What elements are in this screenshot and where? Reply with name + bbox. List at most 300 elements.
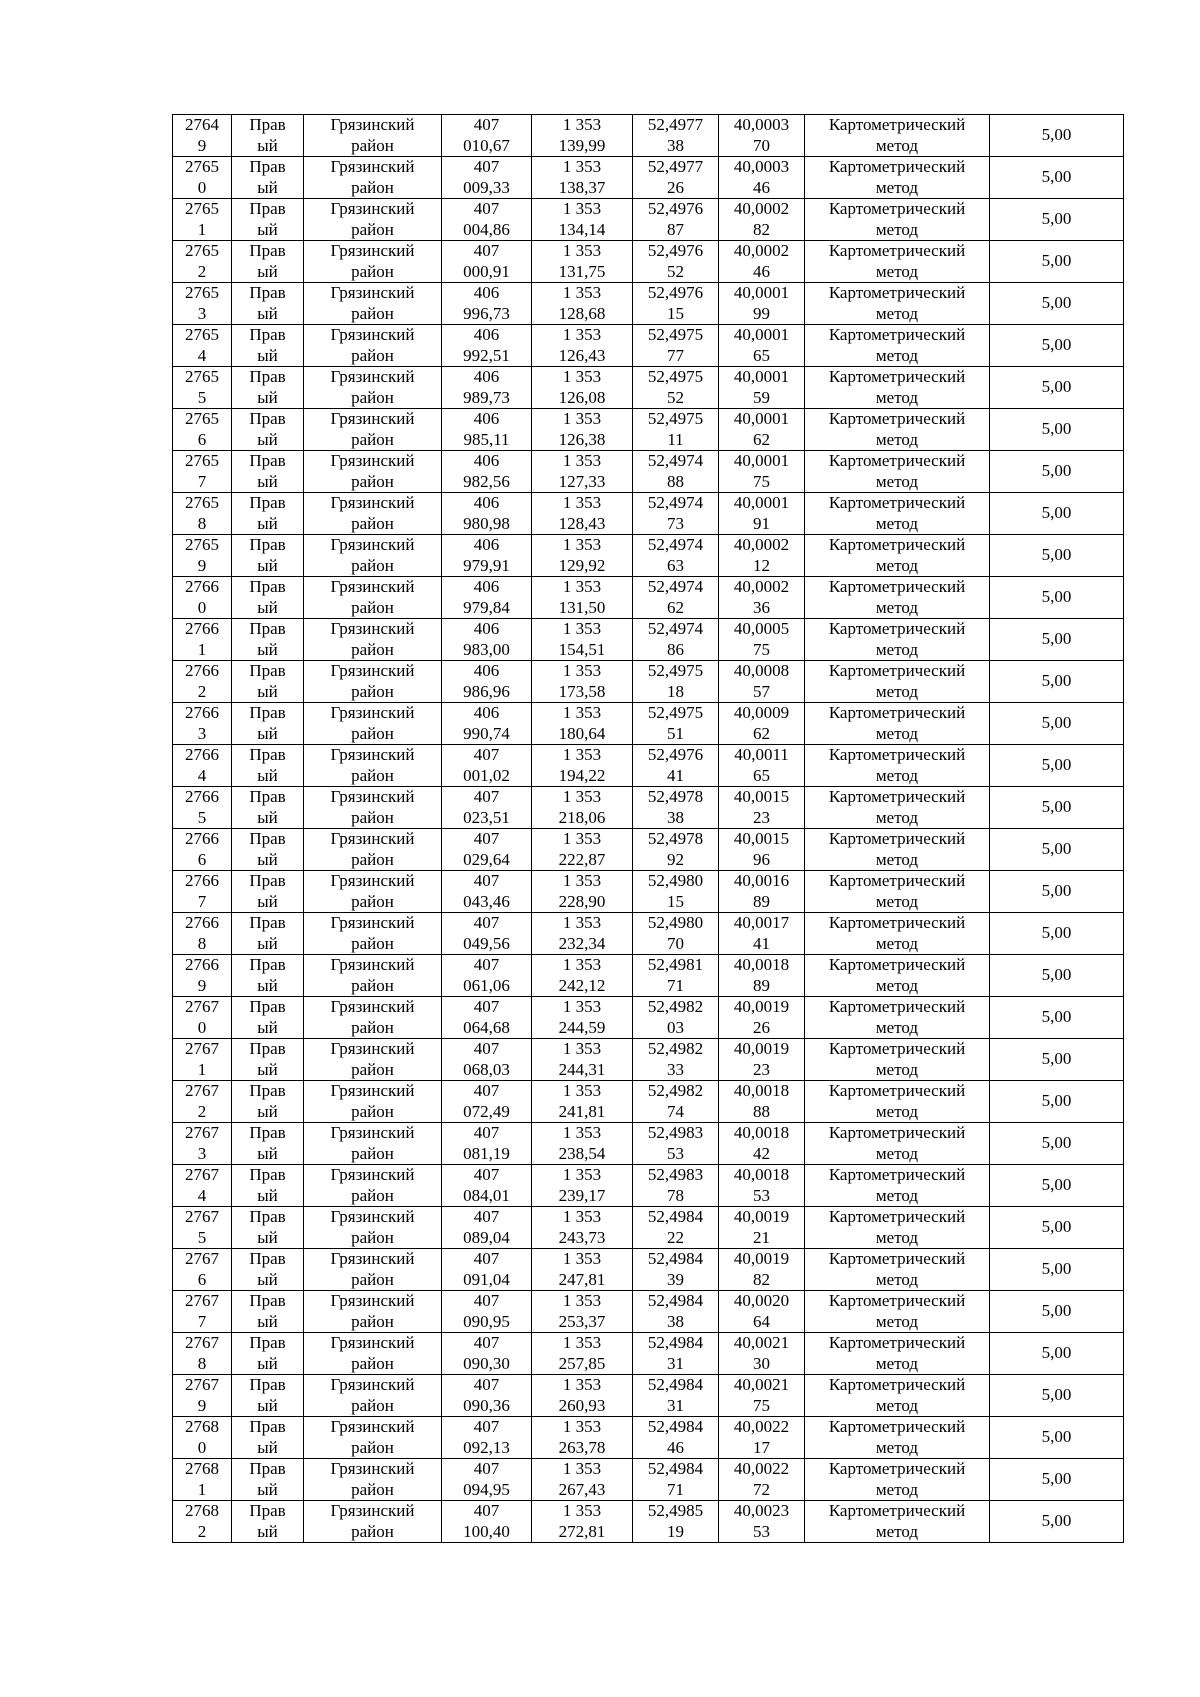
bank-side-cell-line: Прав (249, 1375, 286, 1394)
method-cell-line: метод (875, 429, 919, 449)
latitude-cell-line: 52,4976 (647, 241, 704, 260)
x-coordinate-cell-line: 407 (473, 199, 500, 218)
point-number-cell (173, 1333, 232, 1375)
table-row (173, 1459, 1124, 1501)
bank-side-cell (232, 1333, 304, 1375)
latitude-cell (633, 409, 719, 451)
accuracy-cell: 5,00 (990, 1333, 1124, 1375)
point-number-cell-line: 2767 (185, 1375, 219, 1394)
y-coordinate-cell-line: 1 353 (562, 199, 602, 218)
y-coordinate-cell-line: 126,08 (558, 387, 606, 407)
method-cell-line: метод (875, 345, 919, 365)
y-coordinate-cell-line: 241,81 (558, 1101, 606, 1121)
point-number-cell-line: 2765 (185, 409, 219, 428)
bank-side-cell (232, 451, 304, 493)
longitude-cell-line: 62 (753, 429, 770, 449)
latitude-cell-line: 41 (667, 765, 684, 785)
x-coordinate-cell (442, 661, 532, 703)
y-coordinate-cell-line: 247,81 (558, 1269, 606, 1289)
point-number-cell (173, 493, 232, 535)
point-number-cell (173, 1207, 232, 1249)
accuracy-cell: 5,00 (990, 1081, 1124, 1123)
method-cell-line: метод (875, 1437, 919, 1457)
longitude-cell-line: 40,0018 (733, 955, 790, 974)
longitude-cell (719, 1501, 805, 1543)
point-number-cell (173, 1039, 232, 1081)
longitude-cell-line: 23 (753, 807, 770, 827)
y-coordinate-cell (532, 787, 633, 829)
bank-side-cell-line: ый (257, 849, 278, 869)
district-cell (304, 1291, 442, 1333)
latitude-cell-line: 52,4982 (647, 1081, 704, 1100)
district-cell-line: район (351, 1437, 394, 1457)
method-cell-line: метод (875, 975, 919, 995)
latitude-cell (633, 1123, 719, 1165)
longitude-cell-line: 46 (753, 261, 770, 281)
x-coordinate-cell-line: 407 (473, 115, 500, 134)
district-cell-line: Грязинский (330, 451, 415, 470)
point-number-cell-line: 6 (197, 849, 207, 869)
table-body (173, 115, 1124, 1543)
district-cell (304, 577, 442, 619)
x-coordinate-cell-line: 407 (473, 997, 500, 1016)
point-number-cell-line: 2 (197, 1101, 207, 1121)
point-number-cell-line: 2765 (185, 493, 219, 512)
y-coordinate-cell-line: 1 353 (562, 535, 602, 554)
method-cell (805, 1039, 990, 1081)
method-cell-line: Картометрический (828, 367, 966, 386)
bank-side-cell-line: Прав (249, 577, 286, 596)
longitude-cell-line: 40,0016 (733, 871, 790, 890)
method-cell-line: метод (875, 261, 919, 281)
table-row (173, 409, 1124, 451)
district-cell (304, 955, 442, 997)
point-number-cell-line: 2765 (185, 283, 219, 302)
latitude-cell (633, 157, 719, 199)
bank-side-cell-line: ый (257, 1185, 278, 1205)
accuracy-cell: 5,00 (990, 1123, 1124, 1165)
x-coordinate-cell-line: 407 (473, 787, 500, 806)
longitude-cell-line: 40,0019 (733, 997, 790, 1016)
method-cell (805, 493, 990, 535)
district-cell (304, 745, 442, 787)
longitude-cell-line: 40,0003 (733, 115, 790, 134)
bank-side-cell-line: ый (257, 261, 278, 281)
bank-side-cell (232, 1417, 304, 1459)
method-cell (805, 1375, 990, 1417)
district-cell-line: район (351, 555, 394, 575)
district-cell-line: район (351, 1269, 394, 1289)
latitude-cell-line: 52,4980 (647, 871, 704, 890)
latitude-cell-line: 92 (667, 849, 684, 869)
point-number-cell (173, 199, 232, 241)
longitude-cell-line: 53 (753, 1185, 770, 1205)
point-number-cell-line: 2766 (185, 703, 219, 722)
bank-side-cell-line: ый (257, 345, 278, 365)
latitude-cell-line: 52,4975 (647, 409, 704, 428)
y-coordinate-cell-line: 1 353 (562, 367, 602, 386)
point-number-cell (173, 1249, 232, 1291)
y-coordinate-cell (532, 241, 633, 283)
accuracy-cell: 5,00 (990, 1039, 1124, 1081)
latitude-cell-line: 52,4978 (647, 787, 704, 806)
method-cell (805, 997, 990, 1039)
latitude-cell-line: 15 (667, 303, 684, 323)
latitude-cell-line: 52,4976 (647, 745, 704, 764)
district-cell (304, 1081, 442, 1123)
district-cell-line: Грязинский (330, 535, 415, 554)
table-row (173, 829, 1124, 871)
district-cell-line: район (351, 1479, 394, 1499)
x-coordinate-cell-line: 092,13 (463, 1437, 510, 1457)
bank-side-cell-line: ый (257, 1521, 278, 1541)
method-cell-line: Картометрический (828, 1123, 966, 1142)
accuracy-cell: 5,00 (990, 199, 1124, 241)
method-cell (805, 1417, 990, 1459)
latitude-cell-line: 53 (667, 1143, 684, 1163)
latitude-cell-line: 52,4984 (647, 1333, 704, 1352)
table-row (173, 1207, 1124, 1249)
x-coordinate-cell-line: 000,91 (463, 261, 510, 281)
district-cell-line: Грязинский (330, 199, 415, 218)
bank-side-cell-line: Прав (249, 871, 286, 890)
longitude-cell (719, 1249, 805, 1291)
y-coordinate-cell-line: 1 353 (562, 409, 602, 428)
bank-side-cell-line: Прав (249, 1249, 286, 1268)
x-coordinate-cell-line: 407 (473, 241, 500, 260)
y-coordinate-cell-line: 1 353 (562, 661, 602, 680)
longitude-cell-line: 40,0009 (733, 703, 790, 722)
latitude-cell-line: 74 (667, 1101, 684, 1121)
y-coordinate-cell-line: 239,17 (558, 1185, 606, 1205)
bank-side-cell-line: Прав (249, 325, 286, 344)
district-cell-line: Грязинский (330, 787, 415, 806)
district-cell-line: район (351, 597, 394, 617)
y-coordinate-cell-line: 1 353 (562, 1459, 602, 1478)
bank-side-cell-line: ый (257, 303, 278, 323)
bank-side-cell (232, 115, 304, 157)
x-coordinate-cell (442, 535, 532, 577)
point-number-cell-line: 2765 (185, 367, 219, 386)
latitude-cell-line: 73 (667, 513, 684, 533)
district-cell-line: район (351, 135, 394, 155)
method-cell-line: Картометрический (828, 1459, 966, 1478)
longitude-cell-line: 36 (753, 597, 770, 617)
y-coordinate-cell-line: 257,85 (558, 1353, 606, 1373)
point-number-cell (173, 997, 232, 1039)
bank-side-cell (232, 787, 304, 829)
x-coordinate-cell-line: 004,86 (463, 219, 510, 239)
method-cell-line: метод (875, 891, 919, 911)
y-coordinate-cell-line: 1 353 (562, 1207, 602, 1226)
district-cell-line: Грязинский (330, 871, 415, 890)
longitude-cell-line: 40,0001 (733, 451, 790, 470)
latitude-cell-line: 70 (667, 933, 684, 953)
accuracy-cell: 5,00 (990, 577, 1124, 619)
x-coordinate-cell-line: 407 (473, 1081, 500, 1100)
point-number-cell-line: 8 (197, 513, 207, 533)
x-coordinate-cell (442, 367, 532, 409)
latitude-cell (633, 955, 719, 997)
table-row (173, 1501, 1124, 1543)
district-cell (304, 1249, 442, 1291)
method-cell (805, 1333, 990, 1375)
bank-side-cell-line: ый (257, 723, 278, 743)
accuracy-cell: 5,00 (990, 283, 1124, 325)
method-cell (805, 703, 990, 745)
district-cell-line: район (351, 1185, 394, 1205)
x-coordinate-cell (442, 1039, 532, 1081)
bank-side-cell-line: ый (257, 1353, 278, 1373)
x-coordinate-cell (442, 787, 532, 829)
method-cell (805, 157, 990, 199)
latitude-cell-line: 52,4975 (647, 661, 704, 680)
bank-side-cell-line: ый (257, 1269, 278, 1289)
district-cell (304, 661, 442, 703)
x-coordinate-cell-line: 983,00 (463, 639, 510, 659)
bank-side-cell-line: Прав (249, 829, 286, 848)
latitude-cell (633, 871, 719, 913)
latitude-cell-line: 33 (667, 1059, 684, 1079)
y-coordinate-cell-line: 1 353 (562, 325, 602, 344)
longitude-cell (719, 1417, 805, 1459)
y-coordinate-cell-line: 131,75 (558, 261, 606, 281)
x-coordinate-cell-line: 049,56 (463, 933, 510, 953)
x-coordinate-cell-line: 407 (473, 157, 500, 176)
y-coordinate-cell (532, 325, 633, 367)
y-coordinate-cell (532, 829, 633, 871)
point-number-cell-line: 2768 (185, 1501, 219, 1520)
district-cell-line: Грязинский (330, 115, 415, 134)
table-row (173, 1333, 1124, 1375)
method-cell (805, 325, 990, 367)
method-cell (805, 1123, 990, 1165)
longitude-cell-line: 91 (753, 513, 770, 533)
point-number-cell-line: 0 (197, 597, 207, 617)
latitude-cell (633, 1375, 719, 1417)
point-number-cell (173, 1459, 232, 1501)
district-cell (304, 829, 442, 871)
y-coordinate-cell-line: 127,33 (558, 471, 606, 491)
bank-side-cell (232, 871, 304, 913)
bank-side-cell (232, 1249, 304, 1291)
longitude-cell-line: 72 (753, 1479, 770, 1499)
bank-side-cell-line: Прав (249, 787, 286, 806)
method-cell (805, 367, 990, 409)
y-coordinate-cell-line: 129,92 (558, 555, 606, 575)
x-coordinate-cell (442, 577, 532, 619)
latitude-cell-line: 15 (667, 891, 684, 911)
district-cell-line: район (351, 1227, 394, 1247)
method-cell-line: метод (875, 849, 919, 869)
latitude-cell-line: 52 (667, 261, 684, 281)
point-number-cell (173, 115, 232, 157)
bank-side-cell-line: Прав (249, 1333, 286, 1352)
district-cell-line: Грязинский (330, 493, 415, 512)
accuracy-cell: 5,00 (990, 1249, 1124, 1291)
point-number-cell (173, 1501, 232, 1543)
point-number-cell-line: 2 (197, 1521, 207, 1541)
point-number-cell-line: 2766 (185, 787, 219, 806)
point-number-cell-line: 2766 (185, 955, 219, 974)
accuracy-cell: 5,00 (990, 745, 1124, 787)
point-number-cell-line: 2768 (185, 1459, 219, 1478)
latitude-cell (633, 493, 719, 535)
district-cell-line: район (351, 1143, 394, 1163)
point-number-cell-line: 8 (197, 933, 207, 953)
latitude-cell-line: 52 (667, 387, 684, 407)
bank-side-cell (232, 577, 304, 619)
x-coordinate-cell-line: 407 (473, 1165, 500, 1184)
method-cell-line: Картометрический (828, 1333, 966, 1352)
longitude-cell (719, 955, 805, 997)
longitude-cell-line: 57 (753, 681, 770, 701)
method-cell (805, 1207, 990, 1249)
longitude-cell-line: 41 (753, 933, 770, 953)
district-cell-line: Грязинский (330, 661, 415, 680)
method-cell (805, 1501, 990, 1543)
y-coordinate-cell (532, 1039, 633, 1081)
longitude-cell-line: 40,0002 (733, 241, 790, 260)
point-number-cell-line: 2 (197, 681, 207, 701)
latitude-cell-line: 62 (667, 597, 684, 617)
longitude-cell-line: 40,0002 (733, 535, 790, 554)
district-cell-line: район (351, 1017, 394, 1037)
district-cell-line: Грязинский (330, 1501, 415, 1520)
x-coordinate-cell-line: 406 (473, 703, 500, 722)
bank-side-cell (232, 913, 304, 955)
longitude-cell (719, 409, 805, 451)
district-cell-line: район (351, 639, 394, 659)
longitude-cell (719, 871, 805, 913)
point-number-cell-line: 2766 (185, 577, 219, 596)
y-coordinate-cell-line: 244,59 (558, 1017, 606, 1037)
bank-side-cell (232, 955, 304, 997)
point-number-cell-line: 1 (197, 1059, 207, 1079)
accuracy-cell: 5,00 (990, 661, 1124, 703)
x-coordinate-cell (442, 283, 532, 325)
point-number-cell (173, 367, 232, 409)
y-coordinate-cell-line: 1 353 (562, 1039, 602, 1058)
x-coordinate-cell-line: 406 (473, 325, 500, 344)
latitude-cell (633, 661, 719, 703)
x-coordinate-cell-line: 407 (473, 1123, 500, 1142)
longitude-cell (719, 703, 805, 745)
longitude-cell-line: 40,0019 (733, 1039, 790, 1058)
latitude-cell (633, 619, 719, 661)
method-cell-line: метод (875, 555, 919, 575)
longitude-cell-line: 46 (753, 177, 770, 197)
method-cell-line: Картометрический (828, 283, 966, 302)
method-cell-line: Картометрический (828, 1291, 966, 1310)
longitude-cell-line: 40,0022 (733, 1417, 790, 1436)
method-cell (805, 283, 990, 325)
point-number-cell-line: 6 (197, 1269, 207, 1289)
bank-side-cell-line: ый (257, 639, 278, 659)
longitude-cell-line: 82 (753, 1269, 770, 1289)
longitude-cell (719, 661, 805, 703)
accuracy-cell: 5,00 (990, 367, 1124, 409)
longitude-cell-line: 30 (753, 1353, 770, 1373)
method-cell (805, 199, 990, 241)
district-cell-line: Грязинский (330, 1459, 415, 1478)
longitude-cell (719, 1039, 805, 1081)
point-number-cell-line: 0 (197, 1437, 207, 1457)
table-row (173, 787, 1124, 829)
latitude-cell-line: 26 (667, 177, 684, 197)
district-cell-line: Грязинский (330, 1291, 415, 1310)
accuracy-cell: 5,00 (990, 871, 1124, 913)
latitude-cell-line: 31 (667, 1395, 684, 1415)
bank-side-cell-line: ый (257, 135, 278, 155)
bank-side-cell-line: Прав (249, 199, 286, 218)
method-cell-line: Картометрический (828, 661, 966, 680)
district-cell-line: Грязинский (330, 1165, 415, 1184)
district-cell-line: район (351, 891, 394, 911)
latitude-cell (633, 577, 719, 619)
point-number-cell (173, 577, 232, 619)
point-number-cell-line: 2765 (185, 451, 219, 470)
bank-side-cell-line: Прав (249, 745, 286, 764)
longitude-cell-line: 88 (753, 1101, 770, 1121)
x-coordinate-cell-line: 081,19 (463, 1143, 510, 1163)
latitude-cell-line: 52,4983 (647, 1165, 704, 1184)
x-coordinate-cell-line: 064,68 (463, 1017, 510, 1037)
district-cell-line: Грязинский (330, 577, 415, 596)
x-coordinate-cell-line: 089,04 (463, 1227, 510, 1247)
latitude-cell-line: 52,4975 (647, 325, 704, 344)
method-cell-line: метод (875, 135, 919, 155)
bank-side-cell-line: ый (257, 555, 278, 575)
district-cell-line: Грязинский (330, 1081, 415, 1100)
y-coordinate-cell-line: 1 353 (562, 829, 602, 848)
latitude-cell (633, 1081, 719, 1123)
y-coordinate-cell-line: 260,93 (558, 1395, 606, 1415)
point-number-cell-line: 0 (197, 1017, 207, 1037)
longitude-cell-line: 40,0001 (733, 493, 790, 512)
bank-side-cell-line: Прав (249, 157, 286, 176)
method-cell (805, 745, 990, 787)
district-cell (304, 1123, 442, 1165)
accuracy-cell: 5,00 (990, 241, 1124, 283)
method-cell (805, 619, 990, 661)
y-coordinate-cell-line: 128,68 (558, 303, 606, 323)
latitude-cell (633, 451, 719, 493)
latitude-cell (633, 199, 719, 241)
bank-side-cell (232, 1375, 304, 1417)
x-coordinate-cell-line: 989,73 (463, 387, 510, 407)
latitude-cell-line: 52,4977 (647, 157, 704, 176)
point-number-cell-line: 2766 (185, 829, 219, 848)
table-row (173, 199, 1124, 241)
longitude-cell-line: 40,0018 (733, 1081, 790, 1100)
longitude-cell (719, 1459, 805, 1501)
latitude-cell-line: 52,4980 (647, 913, 704, 932)
x-coordinate-cell (442, 157, 532, 199)
x-coordinate-cell-line: 406 (473, 493, 500, 512)
x-coordinate-cell-line: 407 (473, 1249, 500, 1268)
table-row (173, 157, 1124, 199)
bank-side-cell-line: Прав (249, 115, 286, 134)
table-row (173, 1165, 1124, 1207)
latitude-cell (633, 1459, 719, 1501)
point-number-cell (173, 1123, 232, 1165)
latitude-cell (633, 1207, 719, 1249)
longitude-cell-line: 40,0023 (733, 1501, 790, 1520)
latitude-cell-line: 52,4985 (647, 1501, 704, 1520)
accuracy-cell: 5,00 (990, 1501, 1124, 1543)
district-cell-line: район (351, 1101, 394, 1121)
